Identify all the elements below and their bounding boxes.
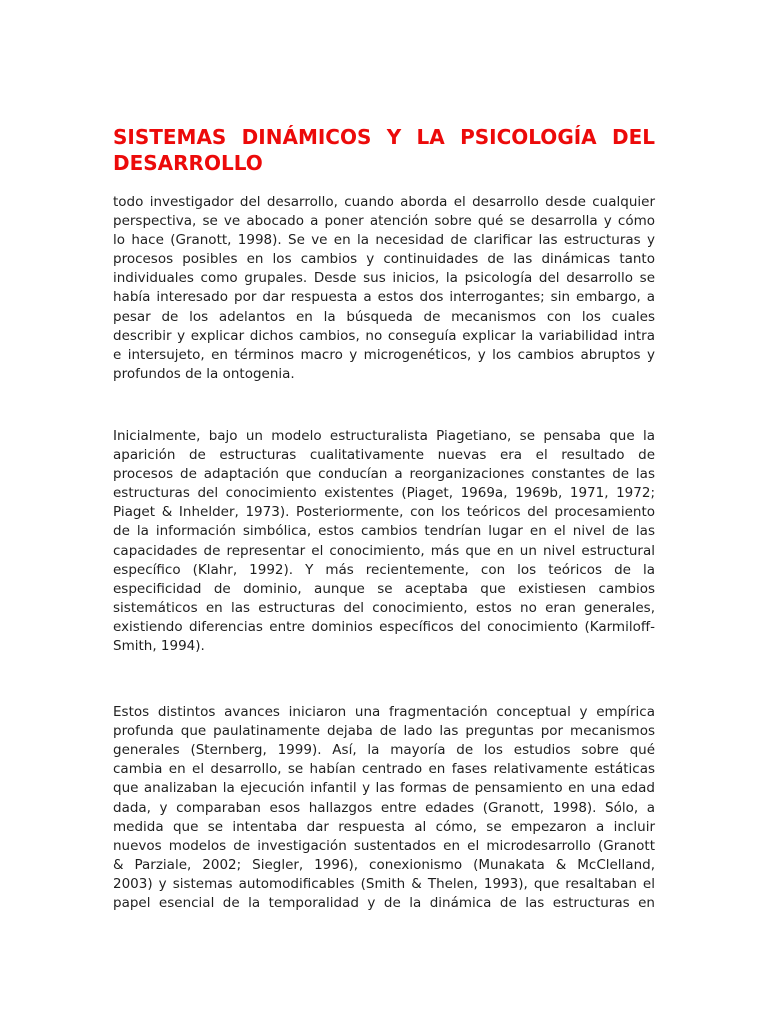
text-line: Piaget & Inhelder, 1973). Posteriormente, con los teóricos del procesamiento	[113, 504, 655, 521]
text-line: & Parziale, 2002; Siegler, 1996), conexionismo (Munakata & McClelland,	[113, 856, 655, 873]
text-line: Inicialmente, bajo un modelo estructuralista Piagetiano, se pensaba que la	[113, 427, 655, 444]
text-line: Estos distintos avances iniciaron una fragmentación conceptual y empírica	[113, 704, 655, 721]
text-line: Smith, 1994).	[113, 637, 205, 654]
text-line: especificidad de dominio, aunque se aceptaba que existiesen cambios	[113, 580, 655, 597]
text-line: cambia en el desarrollo, se habían centrado en fases relativamente estáticas	[113, 761, 655, 778]
text-line: capacidades de representar el conocimiento, más que en un nivel estructural	[113, 542, 655, 559]
text-line: existiendo diferencias entre dominios específicos del conocimiento (Karmiloff-	[113, 618, 655, 635]
document-body	[113, 193, 655, 913]
text-line: profundos de la ontogenia.	[113, 365, 295, 382]
text-line: describir y explicar dichos cambios, no conseguía explicar la variabilidad intra	[113, 327, 655, 344]
text-line: todo investigador del desarrollo, cuando aborda el desarrollo desde cualquier	[113, 194, 655, 210]
text-line: estructuras del conocimiento existentes (Piaget, 1969a, 1969b, 1971, 1972;	[113, 485, 655, 502]
text-line: aparición de estructuras cualitativamente nuevas era el resultado de	[113, 447, 655, 464]
text-line: medida que se intentaba dar respuesta al cómo, se empezaron a incluir	[113, 818, 655, 835]
text-line: individuales como grupales. Desde sus inicios, la psicología del desarrollo se	[113, 270, 655, 287]
text-line: había interesado por dar respuesta a estos dos interrogantes; sin embargo, a	[113, 289, 655, 306]
text-line: específico (Klahr, 1992). Y más recientemente, con los teóricos de la	[113, 561, 655, 578]
text-line: procesos de adaptación que conducían a reorganizaciones constantes de las	[113, 466, 655, 483]
paragraph	[113, 193, 655, 384]
text-line: sistemáticos en las estructuras del conocimiento, estos no eran generales,	[113, 599, 655, 616]
text-line: que analizaban la ejecución infantil y las formas de pensamiento en una edad	[113, 780, 655, 797]
paragraph	[113, 427, 655, 656]
text-line: papel esencial de la temporalidad y de la dinámica de las estructuras en	[113, 895, 655, 911]
text-line: lo hace (Granott, 1998). Se ve en la necesidad de clarificar las estructuras y	[113, 232, 655, 249]
text-line: procesos posibles en los cambios y continuidades de las dinámicas tanto	[113, 251, 655, 268]
text-line: dada, y comparaban esos hallazgos entre edades (Granott, 1998). Sólo, a	[113, 799, 655, 816]
text-line: pesar de los adelantos en la búsqueda de mecanismos con los cuales	[113, 308, 655, 325]
document-title: SISTEMAS DINÁMICOS Y LA PSICOLOGÍA DEL DESARROLLO	[113, 125, 655, 175]
text-line: 2003) y sistemas automodificables (Smith & Thelen, 1993), que resaltaban el	[113, 875, 655, 892]
text-line: profunda que paulatinamente dejaba de lado las preguntas por mecanismos	[113, 723, 655, 740]
text-line: nuevos modelos de investigación sustentados en el microdesarrollo (Granott	[113, 837, 655, 854]
text-line: generales (Sternberg, 1999). Así, la mayoría de los estudios sobre qué	[113, 742, 655, 759]
text-line: e intersujeto, en términos macro y microgenéticos, y los cambios abruptos y	[113, 346, 655, 363]
text-line: perspectiva, se ve abocado a poner atención sobre qué se desarrolla y cómo	[113, 213, 655, 230]
text-line: de la información simbólica, estos cambios tendrían lugar en el nivel de las	[113, 523, 655, 540]
paragraph	[113, 703, 655, 913]
